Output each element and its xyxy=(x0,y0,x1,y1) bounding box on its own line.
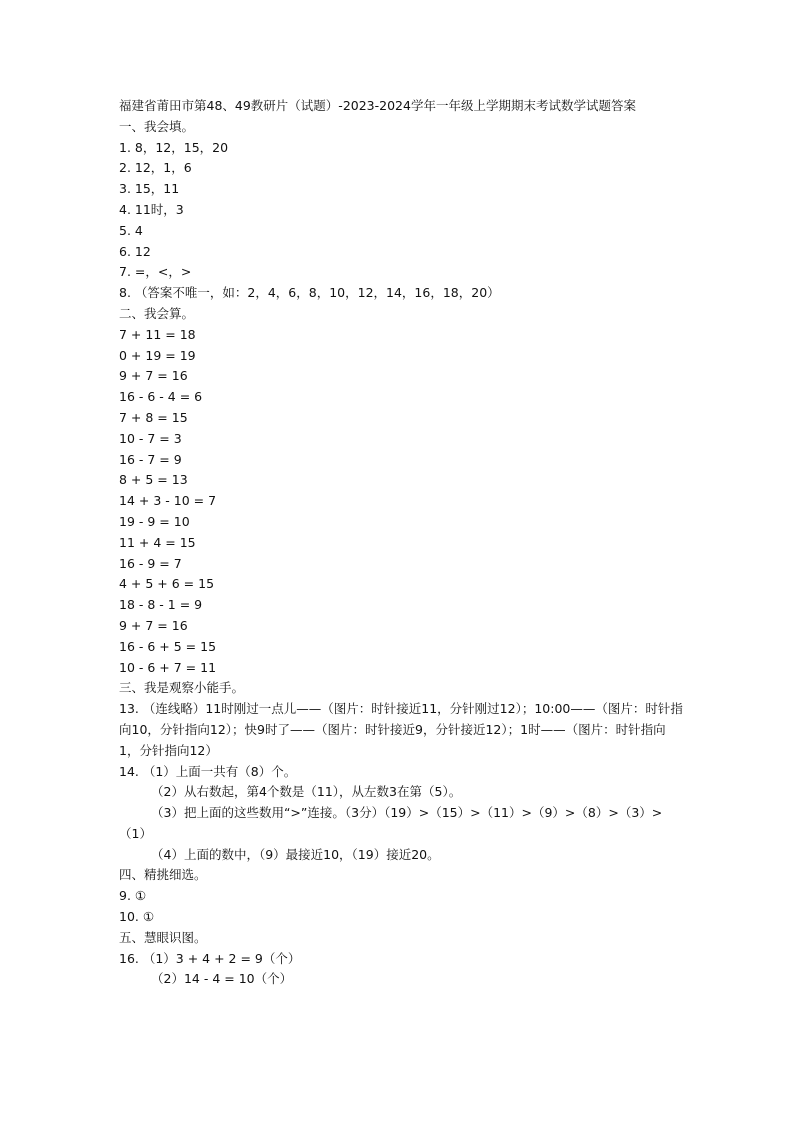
answer-line-16-2: （2）14 - 4 = 10（个） xyxy=(151,971,293,987)
equation-line: 11 + 4 = 15 xyxy=(119,534,196,550)
answer-line: 9. ① xyxy=(119,888,147,904)
section-heading-5: 五、慧眼识图。 xyxy=(119,929,207,945)
answer-line: 8. （答案不唯一，如：2，4，6，8，10，12，14，16，18，20） xyxy=(119,285,500,301)
equation-line: 9 + 7 = 16 xyxy=(119,617,188,633)
equation-line: 7 + 11 = 18 xyxy=(119,326,196,342)
answer-line: 7. =，<，> xyxy=(119,264,192,280)
answer-line: 1. 8，12，15，20 xyxy=(119,139,229,155)
equation-line: 19 - 9 = 10 xyxy=(119,513,190,529)
equation-line: 9 + 7 = 16 xyxy=(119,368,188,384)
answer-line-14-2: （2）从右数起，第4个数是（11），从左数3在第（5）。 xyxy=(151,784,462,800)
equation-line: 4 + 5 + 6 = 15 xyxy=(119,576,215,592)
equation-line: 16 - 6 - 4 = 6 xyxy=(119,389,203,405)
answer-line-14-3: （3）把上面的这些数用“>”连接。（3分）（19）>（15）>（11）>（9）>（8）>（3）>（1） xyxy=(119,805,663,841)
equation-line: 18 - 8 - 1 = 9 xyxy=(119,597,203,613)
equation-line: 10 - 6 + 7 = 11 xyxy=(119,659,217,675)
document-page xyxy=(119,96,685,990)
section-heading-1: 一、我会填。 xyxy=(119,118,195,134)
answer-line: 6. 12 xyxy=(119,243,151,259)
equation-line: 16 - 7 = 9 xyxy=(119,451,182,467)
answer-paragraph-13: 13. （连线略）11时刚过一点儿——（图片：时针接近11，分针刚过12）；10:00——（图片：时针指向10，分针指向12）；快9时了——（图片：时针接近9，分针接近12）；1时——（图片：时针指向1，分针指向12） xyxy=(119,701,683,758)
equation-line: 7 + 8 = 15 xyxy=(119,409,188,425)
equation-line: 16 - 9 = 7 xyxy=(119,555,182,571)
answer-line: 5. 4 xyxy=(119,222,143,238)
answer-line: 2. 12，1，6 xyxy=(119,160,192,176)
document-title: 福建省莆田市第48、49教研片（试题）-2023-2024学年一年级上学期期末考试数学试题答案 xyxy=(119,98,636,113)
equation-line: 14 + 3 - 10 = 7 xyxy=(119,493,217,509)
section-heading-3: 三、我是观察小能手。 xyxy=(119,680,245,696)
answer-line-14-4: （4）上面的数中，（9）最接近10，（19）接近20。 xyxy=(151,846,440,862)
equation-line: 16 - 6 + 5 = 15 xyxy=(119,638,217,654)
equation-line: 0 + 19 = 19 xyxy=(119,347,196,363)
equation-line: 10 - 7 = 3 xyxy=(119,430,182,446)
equation-line: 8 + 5 = 13 xyxy=(119,472,188,488)
answer-line: 4. 11时，3 xyxy=(119,201,184,217)
section-heading-2: 二、我会算。 xyxy=(119,305,195,321)
section-heading-4: 四、精挑细选。 xyxy=(119,867,207,883)
answer-line-14-1: 14. （1）上面一共有（8）个。 xyxy=(119,763,297,779)
answer-line-16-1: 16. （1）3 + 4 + 2 = 9（个） xyxy=(119,950,301,966)
answer-line: 3. 15，11 xyxy=(119,181,180,197)
answer-line: 10. ① xyxy=(119,909,155,925)
